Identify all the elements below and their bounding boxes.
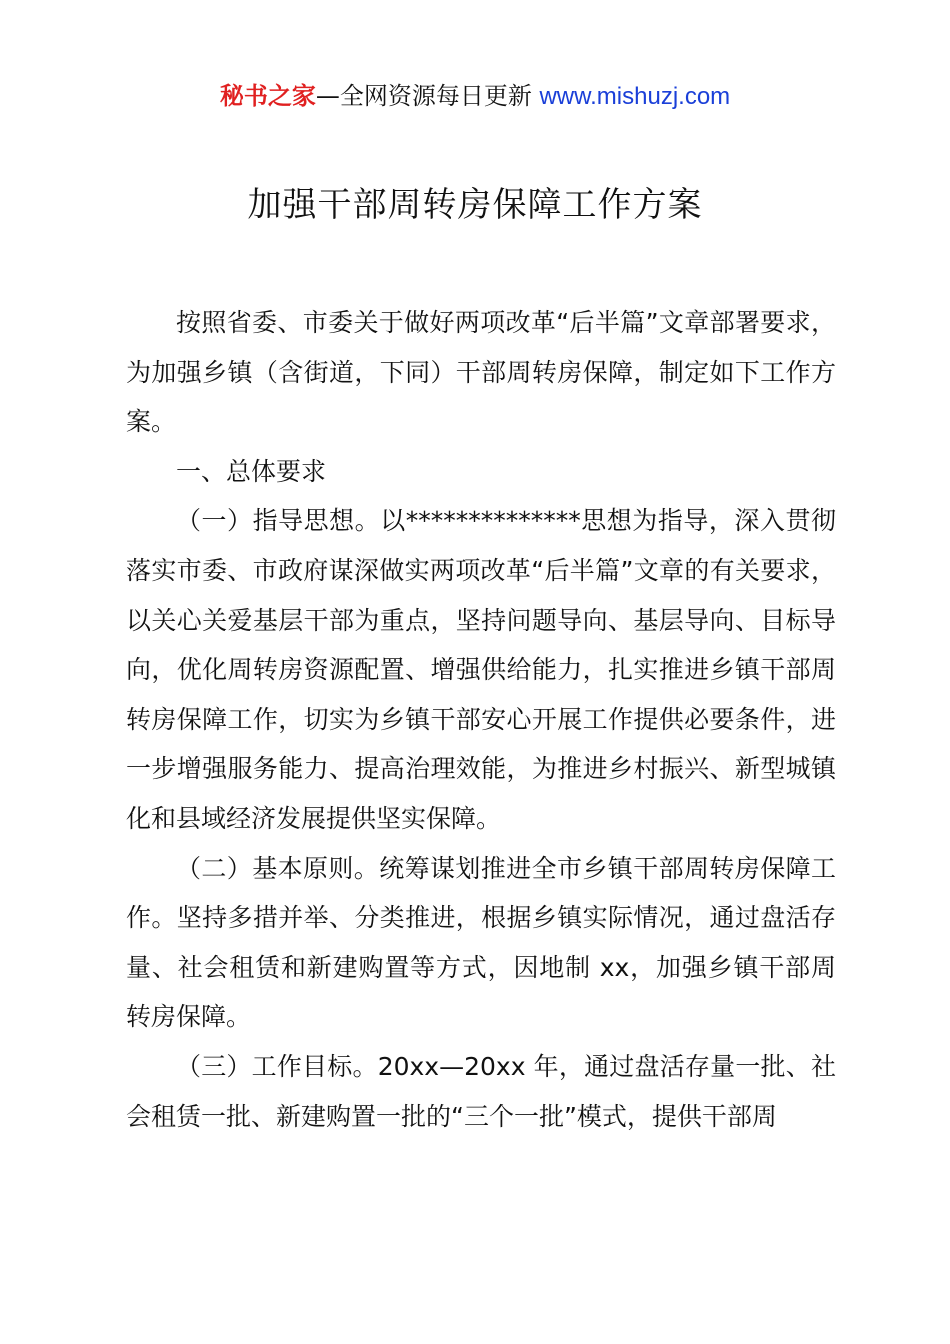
site-url-link[interactable]: www.mishuzj.com — [539, 83, 731, 110]
site-slogan: —全网资源每日更新 — [315, 82, 540, 110]
document-body — [126, 298, 836, 1141]
document-title: 加强干部周转房保障工作方案 — [247, 185, 703, 225]
section-heading-overall-requirements: 一、总体要求 — [176, 456, 327, 486]
intro-paragraph: 按照省委、市委关于做好两项改革“后半篇”文章部署要求，为加强乡镇（含街道，下同）干部周转房保障，制定如下工作方案。 — [126, 308, 836, 437]
paragraph-work-goals: （三）工作目标。20xx—20xx 年，通过盘活存量一批、社会租赁一批、新建购置一批的“三个一批”模式，提供干部周 — [126, 1051, 836, 1131]
site-brand: 秘书之家 — [219, 82, 316, 110]
site-header — [0, 80, 950, 113]
paragraph-guiding-ideology: （一）指导思想。以**************思想为指导，深入贯彻落实市委、市政府谋深做实两项改革“后半篇”文章的有关要求，以关心关爱基层干部为重点，坚持问题导向、基层导向、目标导向，优化周转房资源配置、增强供给能力，扎实推进乡镇干部周转房保障工作，切实为乡镇干部安心开展工作提供必要条件，进一步增强服务能力、提高治理效能，为推进乡村振兴、新型城镇化和县域经济发展提供坚实保障。 — [126, 506, 836, 833]
paragraph-basic-principles: （二）基本原则。统筹谋划推进全市乡镇干部周转房保障工作。坚持多措并举、分类推进，根据乡镇实际情况，通过盘活存量、社会租赁和新建购置等方式，因地制 xx，加强乡镇干部周转房保障。 — [126, 853, 836, 1032]
